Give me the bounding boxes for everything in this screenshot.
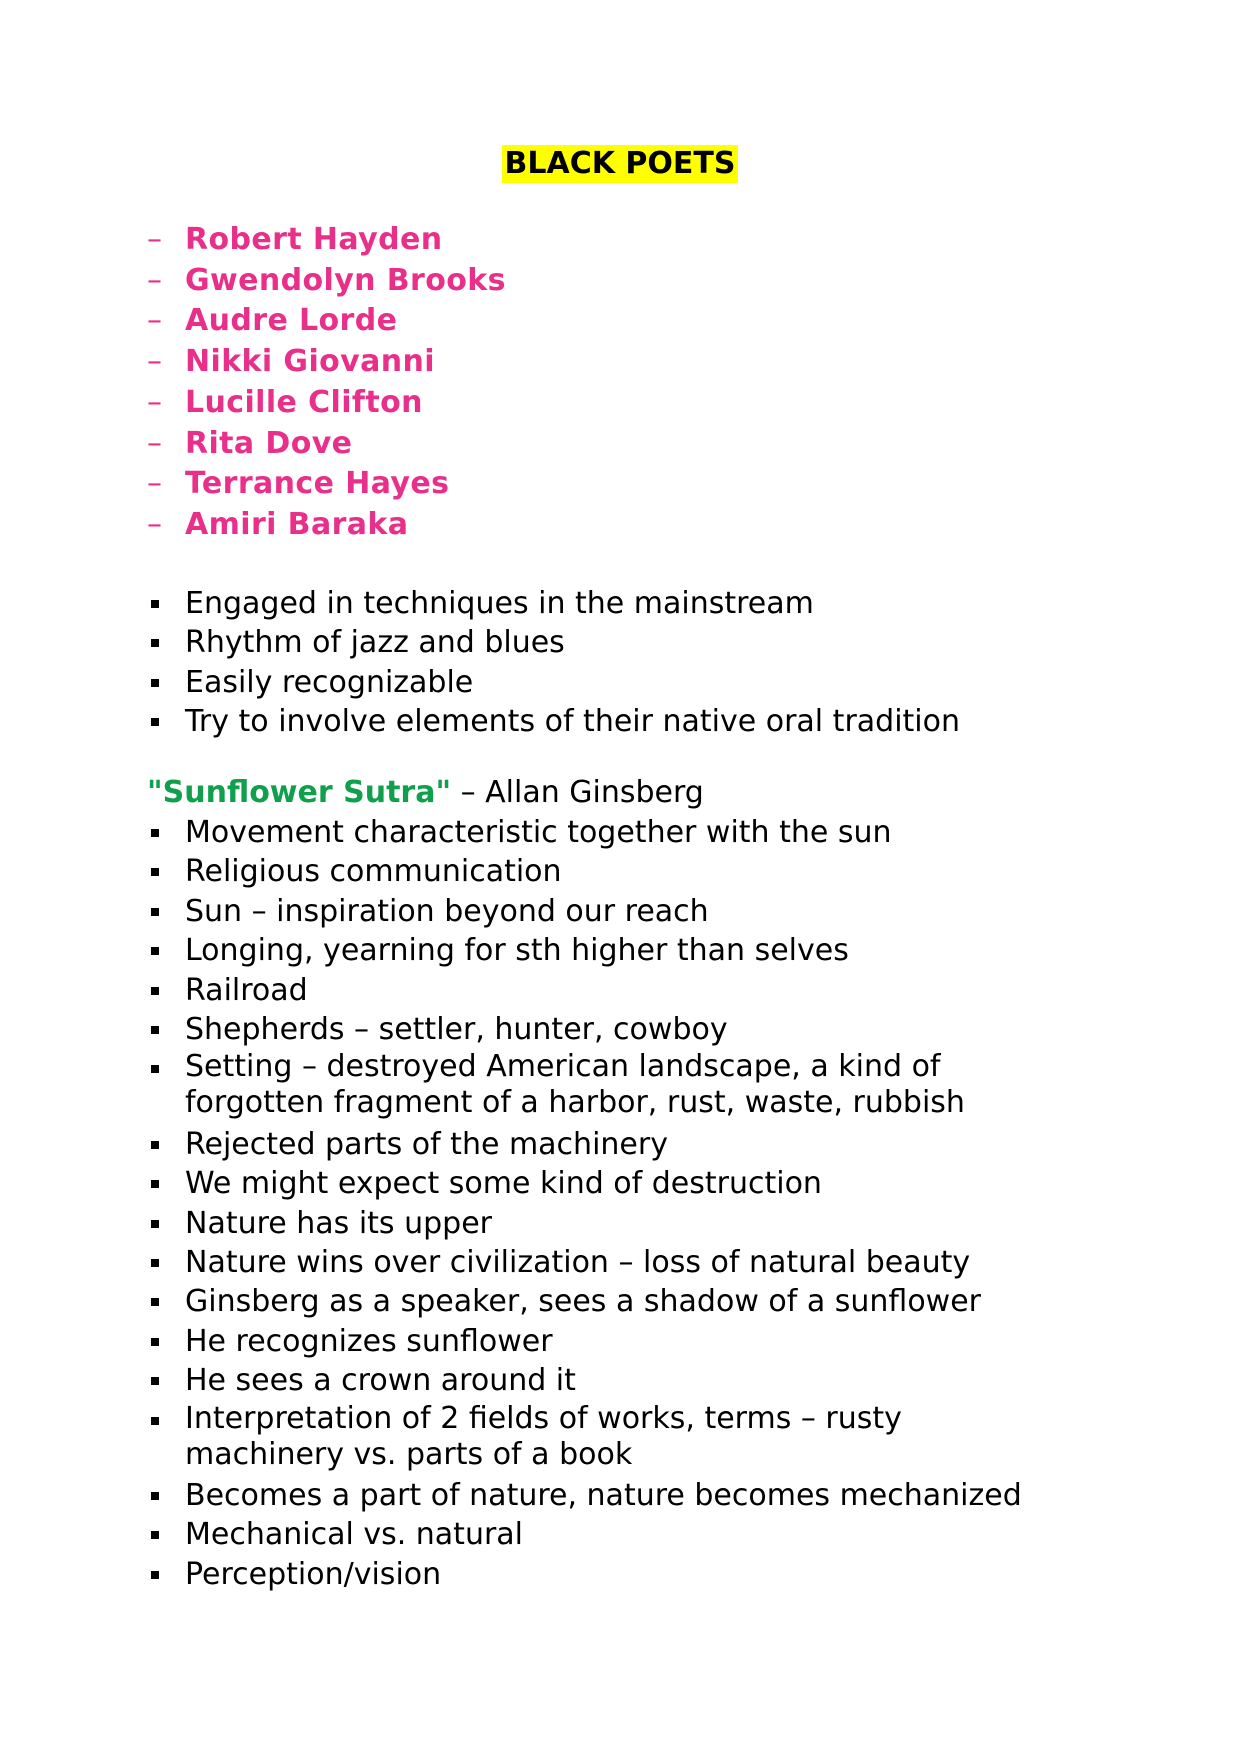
dash-marker: – bbox=[147, 344, 163, 380]
list-item-text: Rhythm of jazz and blues bbox=[185, 625, 565, 661]
square-bullet-icon bbox=[151, 1571, 159, 1579]
list-item bbox=[147, 931, 1022, 970]
list-item-text: Setting – destroyed American landscape, a kind of forgotten fragment of a harbor, rust, waste, rubbish bbox=[185, 1049, 965, 1121]
dash-marker: – bbox=[147, 222, 163, 257]
poem-author: – Allan Ginsberg bbox=[451, 775, 704, 810]
list-item bbox=[147, 892, 1022, 931]
list-item bbox=[147, 663, 960, 702]
square-bullet-icon bbox=[151, 1338, 159, 1346]
list-item bbox=[147, 813, 1022, 852]
poet-name: Audre Lorde bbox=[185, 303, 398, 339]
square-bullet-icon bbox=[151, 1065, 159, 1073]
list-item bbox=[147, 1555, 1022, 1594]
square-bullet-icon bbox=[151, 679, 159, 687]
list-item bbox=[147, 1401, 1022, 1476]
list-item bbox=[147, 1282, 1022, 1321]
square-bullet-icon bbox=[151, 1531, 159, 1539]
poet-item bbox=[147, 383, 506, 424]
list-item bbox=[147, 623, 960, 662]
list-item-text: He recognizes sunflower bbox=[185, 1323, 553, 1359]
square-bullet-icon bbox=[151, 1259, 159, 1267]
dash-marker: – bbox=[147, 262, 163, 298]
list-item-text: Perception/vision bbox=[185, 1556, 442, 1592]
list-item bbox=[147, 1164, 1022, 1203]
square-bullet-icon bbox=[151, 947, 159, 955]
list-item bbox=[147, 584, 960, 623]
list-item bbox=[147, 971, 1022, 1010]
list-item-text: Interpretation of 2 fields of works, terms – rusty machinery vs. parts of a book bbox=[185, 1400, 902, 1472]
list-item bbox=[147, 1476, 1022, 1515]
list-item-text: Engaged in techniques in the mainstream bbox=[185, 586, 814, 621]
list-item bbox=[147, 1204, 1022, 1243]
square-bullet-icon bbox=[151, 868, 159, 876]
list-item-text: Rejected parts of the machinery bbox=[185, 1126, 668, 1162]
poet-name: Robert Hayden bbox=[185, 222, 443, 257]
square-bullet-icon bbox=[151, 1220, 159, 1228]
dash-marker: – bbox=[147, 384, 163, 420]
list-item-text: Religious communication bbox=[185, 854, 562, 890]
poet-item bbox=[147, 220, 506, 261]
list-item bbox=[147, 1049, 1022, 1124]
list-item-text: Mechanical vs. natural bbox=[185, 1517, 524, 1553]
list-item bbox=[147, 1361, 1022, 1400]
poet-list bbox=[147, 220, 506, 546]
square-bullet-icon bbox=[151, 1492, 159, 1500]
square-bullet-icon bbox=[151, 718, 159, 726]
square-bullet-icon bbox=[151, 1141, 159, 1149]
poem-notes-list bbox=[147, 813, 1022, 1594]
poem-title: "Sunflower Sutra" bbox=[147, 775, 452, 810]
dash-marker: – bbox=[147, 506, 163, 542]
poet-name: Gwendolyn Brooks bbox=[185, 262, 506, 298]
page-title: BLACK POETS bbox=[502, 145, 739, 183]
list-item-text: Movement characteristic together with the sun bbox=[185, 815, 892, 850]
poem-heading bbox=[147, 773, 704, 813]
list-item bbox=[147, 702, 960, 741]
square-bullet-icon bbox=[151, 1298, 159, 1306]
square-bullet-icon bbox=[151, 908, 159, 916]
list-item-text: Ginsberg as a speaker, sees a shadow of a sunflower bbox=[185, 1284, 981, 1320]
list-item-text: Railroad bbox=[185, 972, 308, 1008]
square-bullet-icon bbox=[151, 639, 159, 647]
square-bullet-icon bbox=[151, 987, 159, 995]
dash-marker: – bbox=[147, 425, 163, 461]
list-item bbox=[147, 1125, 1022, 1164]
square-bullet-icon bbox=[151, 1377, 159, 1385]
poet-item bbox=[147, 424, 506, 465]
poet-item bbox=[147, 505, 506, 546]
title-block bbox=[0, 145, 1240, 183]
poet-name: Terrance Hayes bbox=[185, 466, 450, 502]
list-item bbox=[147, 1322, 1022, 1361]
list-item-text: Shepherds – settler, hunter, cowboy bbox=[185, 1012, 728, 1048]
list-item bbox=[147, 1515, 1022, 1554]
poet-item bbox=[147, 464, 506, 505]
poet-item bbox=[147, 342, 506, 383]
poet-name: Amiri Baraka bbox=[185, 506, 409, 542]
poet-name: Nikki Giovanni bbox=[185, 344, 435, 380]
square-bullet-icon bbox=[151, 1417, 159, 1425]
list-item-text: We might expect some kind of destruction bbox=[185, 1166, 822, 1202]
poet-item bbox=[147, 301, 506, 342]
list-item-text: Sun – inspiration beyond our reach bbox=[185, 893, 709, 929]
list-item-text: Nature has its upper bbox=[185, 1205, 492, 1241]
list-item-text: Nature wins over civilization – loss of natural beauty bbox=[185, 1245, 971, 1281]
poet-name: Lucille Clifton bbox=[185, 384, 423, 420]
list-item-text: Easily recognizable bbox=[185, 664, 474, 700]
list-item-text: Longing, yearning for sth higher than selves bbox=[185, 933, 849, 969]
list-item bbox=[147, 852, 1022, 891]
list-item-text: Try to involve elements of their native oral tradition bbox=[185, 704, 961, 740]
list-item-text: He sees a crown around it bbox=[185, 1363, 576, 1399]
square-bullet-icon bbox=[151, 1180, 159, 1188]
square-bullet-icon bbox=[151, 829, 159, 837]
dash-marker: – bbox=[147, 303, 163, 339]
list-item bbox=[147, 1243, 1022, 1282]
square-bullet-icon bbox=[151, 600, 159, 608]
list-item-text: Becomes a part of nature, nature becomes mechanized bbox=[185, 1478, 1022, 1514]
poet-name: Rita Dove bbox=[185, 425, 353, 461]
square-bullet-icon bbox=[151, 1026, 159, 1034]
dash-marker: – bbox=[147, 466, 163, 502]
characteristics-list bbox=[147, 584, 960, 742]
list-item bbox=[147, 1010, 1022, 1049]
poet-item bbox=[147, 261, 506, 302]
